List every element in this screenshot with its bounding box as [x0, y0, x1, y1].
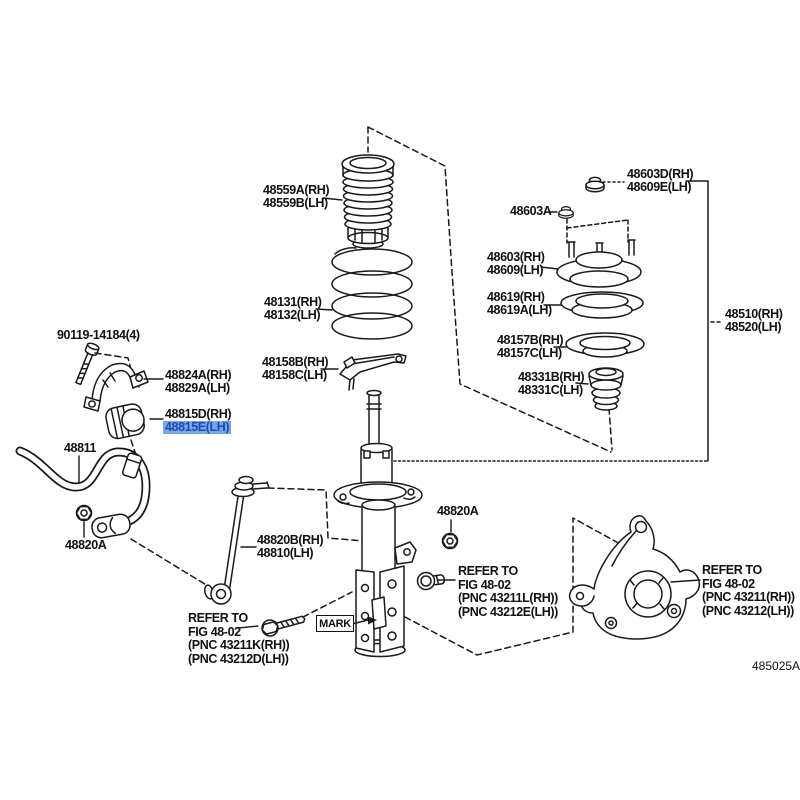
stud-alignment-dashes	[567, 219, 628, 243]
part-label-48510-48520[interactable]: 48510(RH) 48520(LH)	[725, 307, 783, 334]
stabilizer-bar-art	[20, 451, 146, 539]
stabilizer-bushing-art	[104, 402, 147, 440]
part-label-48820a-mid[interactable]: 48820A	[437, 504, 479, 518]
spring-seat-lower-art	[340, 354, 406, 390]
nut-48820a-mid-art	[443, 534, 458, 549]
part-label-90119-14184[interactable]: 90119-14184(4)	[57, 328, 140, 342]
part-label-48603d-48609e[interactable]: 48603D(RH) 48609E(LH)	[627, 167, 694, 194]
part-label-48824a-48829a[interactable]: 48824A(RH) 48829A(LH)	[165, 368, 232, 395]
support-mount-art	[557, 240, 641, 287]
bar-paddle-end	[91, 513, 132, 539]
figure-code: 485025A	[752, 659, 800, 673]
note-strut-bolt-refer: REFER TO FIG 48-02 (PNC 43211L(RH)) (PNC 43212E(LH))	[458, 564, 558, 619]
part-label-48811[interactable]: 48811	[64, 441, 97, 455]
nut-48603d-art	[586, 177, 604, 191]
part-label-48331b-48331c[interactable]: 48331B(RH) 48331C(LH)	[518, 370, 585, 397]
spring-seat-upper-art	[566, 333, 644, 357]
note-link-bolt-refer: REFER TO FIG 48-02 (PNC 43211K(RH)) (PNC 43212D(LH))	[188, 611, 290, 666]
stabilizer-bolt-art	[73, 342, 100, 386]
part-label-48820a-left[interactable]: 48820A	[65, 538, 107, 552]
coil-spring-art	[332, 248, 412, 339]
part-label-48603a[interactable]: 48603A	[510, 204, 552, 218]
part-label-48157b-48157c[interactable]: 48157B(RH) 48157C(LH)	[497, 333, 564, 360]
bound-stopper-art	[589, 368, 623, 410]
part-label-48559a-48559b[interactable]: 48559A(RH) 48559B(LH)	[263, 183, 330, 210]
part-label-48158b-48158c[interactable]: 48158B(RH) 48158C(LH)	[262, 355, 329, 382]
assembly-bracket-line	[686, 181, 708, 461]
boot-art	[342, 155, 394, 248]
part-label-48131-48132[interactable]: 48131(RH) 48132(LH)	[264, 295, 322, 322]
mark-callout: MARK	[316, 615, 354, 632]
bearing-art	[561, 292, 643, 318]
nut-48603a-art	[559, 207, 573, 219]
part-label-48619-48619a[interactable]: 48619(RH) 48619A(LH)	[487, 290, 552, 317]
part-label-48820b-48810[interactable]: 48820B(RH) 48810(LH)	[257, 533, 324, 560]
selected-part-highlight[interactable]: 48815E(LH)	[165, 420, 230, 434]
nut-48820a-left-art	[77, 506, 92, 521]
part-label-48815d-48815e[interactable]: 48815D(RH) 48815E(LH)	[165, 407, 232, 434]
knuckle-art	[570, 516, 700, 639]
stabilizer-bracket-art	[84, 364, 148, 412]
note-knuckle-refer: REFER TO FIG 48-02 (PNC 43211(RH)) (PNC 43212(LH))	[702, 563, 795, 618]
part-label-48603-48609[interactable]: 48603(RH) 48609(LH)	[487, 250, 545, 277]
